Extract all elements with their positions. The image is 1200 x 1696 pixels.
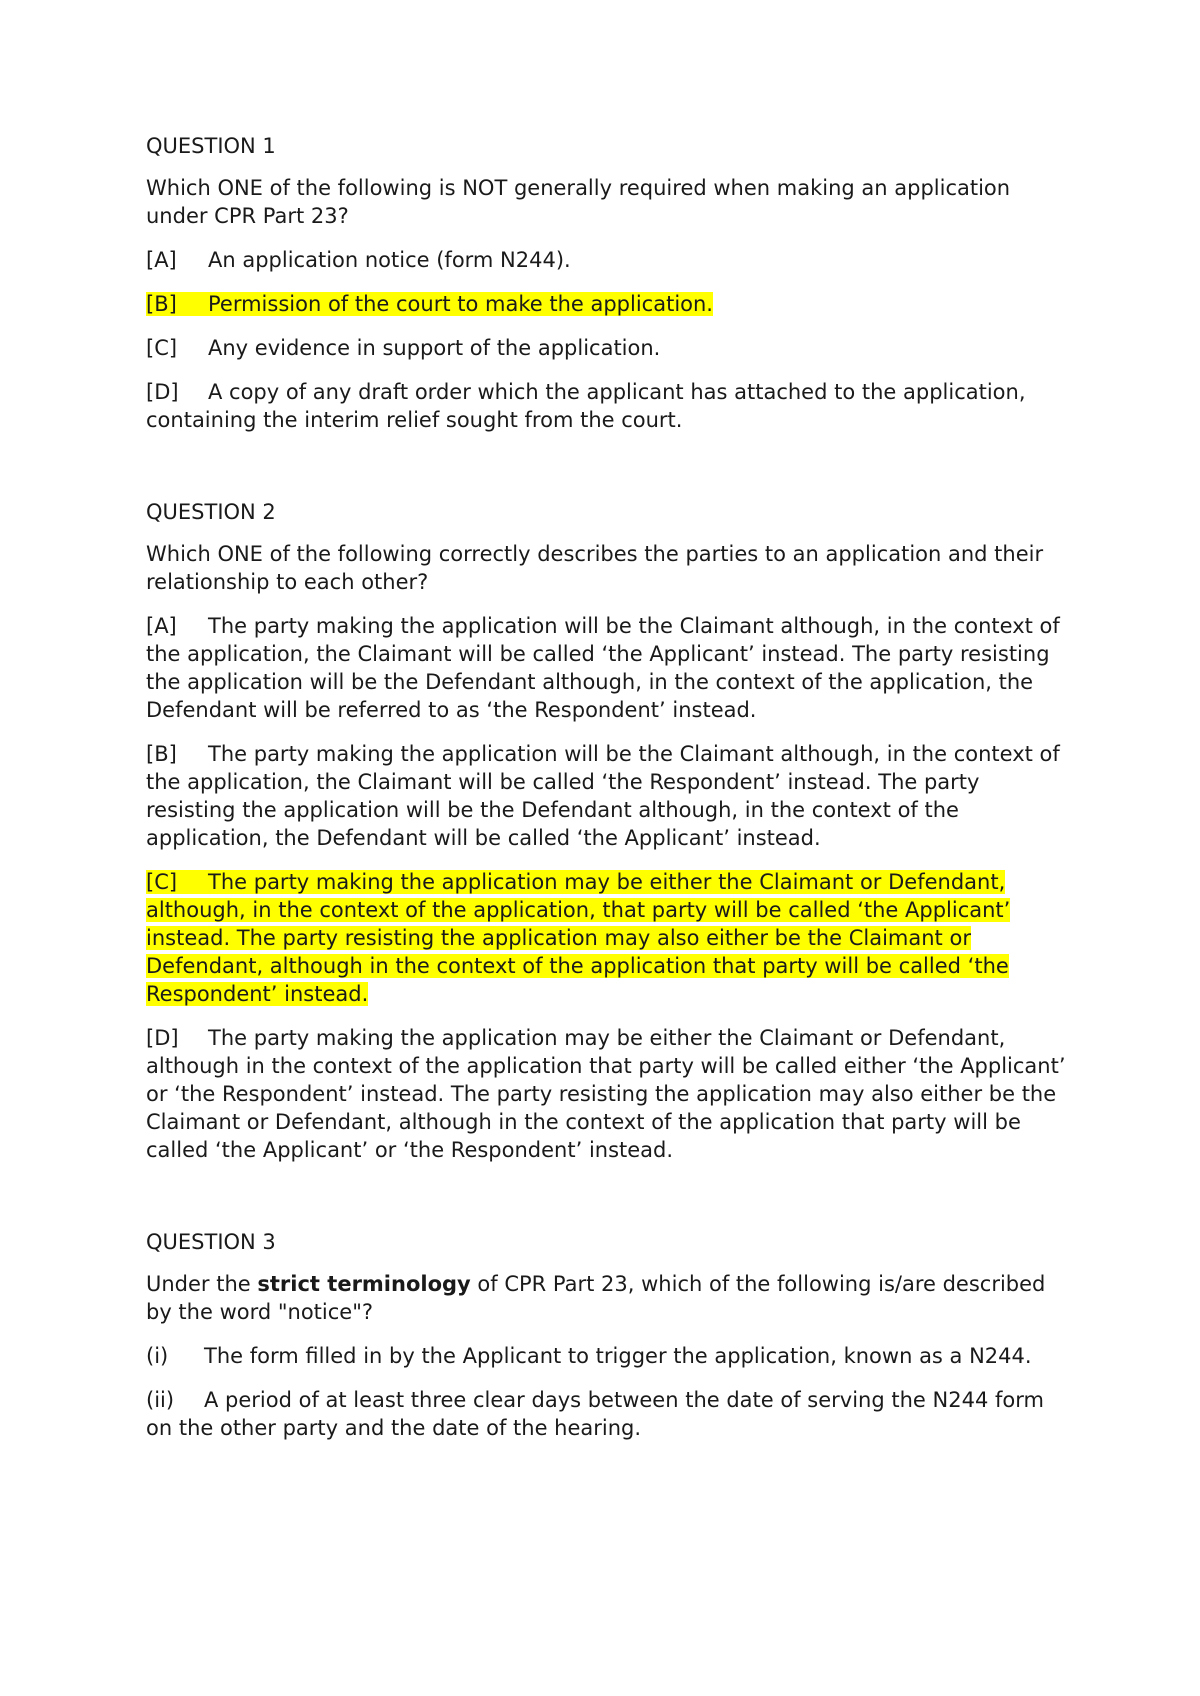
option-marker: [B] — [146, 292, 177, 316]
option-b — [146, 740, 1066, 852]
option-text: A period of at least three clear days between the date of serving the N244 form on the other party and the date of the hearing. — [146, 1388, 1044, 1440]
question-heading: QUESTION 1 — [146, 134, 276, 158]
option-marker: [A] — [146, 248, 177, 272]
option-text: The party making the application may be either the Claimant or Defendant, although, in the context of the application, that party will be called ‘the Applicant’ instead. The party resisting the application may also either be the Claimant or Defendant, although in the context of the application that party will be called ‘the Respondent’ instead. — [146, 870, 1011, 1006]
option-b-highlighted — [146, 290, 1066, 318]
option-text: An application notice (form N244). — [208, 248, 571, 272]
option-ii — [146, 1386, 1066, 1442]
option-marker: (ii) — [146, 1388, 175, 1412]
question-text: Which ONE of the following is NOT generally required when making an application under CPR Part 23? — [146, 176, 1011, 228]
option-c-highlighted — [146, 868, 1066, 1008]
option-text: Any evidence in support of the application. — [208, 336, 661, 360]
question-1 — [146, 132, 1066, 434]
option-c — [146, 334, 1066, 362]
option-a — [146, 612, 1066, 724]
option-text: The party making the application will be the Claimant although, in the context of the application, the Claimant will be called ‘the Respondent’ instead. The party resisting the application will be the Defendant although, in the context of the application, the Defendant will be called ‘the Applicant’ instead. — [146, 742, 1060, 850]
question-heading: QUESTION 2 — [146, 500, 276, 524]
option-marker: (i) — [146, 1344, 169, 1368]
option-marker: [A] — [146, 614, 177, 638]
question-text-start: Under the — [146, 1272, 258, 1296]
option-d — [146, 378, 1066, 434]
option-text: The party making the application may be either the Claimant or Defendant, although in the context of the application that party will be called either ‘the Applicant’ or ‘the Respondent’ instead. The party resisting the application may also either be the Claimant or Defendant, although in the context of the application that party will be called ‘the Applicant’ or ‘the Respondent’ instead. — [146, 1026, 1066, 1162]
option-i — [146, 1342, 1066, 1370]
question-text — [146, 1270, 1066, 1326]
section-spacer — [146, 450, 1066, 498]
option-marker: [C] — [146, 336, 178, 360]
option-d — [146, 1024, 1066, 1164]
question-heading: QUESTION 3 — [146, 1230, 276, 1254]
question-text-bold: strict terminology — [257, 1272, 471, 1296]
option-text: The form filled in by the Applicant to trigger the application, known as a N244. — [204, 1344, 1032, 1368]
option-marker: [D] — [146, 380, 179, 404]
question-text-end: of CPR Part 23, which of the following is/are described by the word "notice"? — [146, 1272, 1046, 1324]
question-2 — [146, 498, 1066, 1164]
question-text: Which ONE of the following correctly describes the parties to an application and their relationship to each other? — [146, 542, 1044, 594]
option-marker: [B] — [146, 742, 177, 766]
option-text: Permission of the court to make the application. — [208, 292, 713, 316]
question-3 — [146, 1228, 1066, 1442]
option-marker: [D] — [146, 1026, 179, 1050]
option-text: The party making the application will be the Claimant although, in the context of the application, the Claimant will be called ‘the Applicant’ instead. The party resisting the application will be the Defendant although, in the context of the application, the Defendant will be referred to as ‘the Respondent’ instead. — [146, 614, 1060, 722]
document-page — [146, 132, 1066, 1458]
option-marker: [C] — [146, 870, 178, 894]
option-text: A copy of any draft order which the applicant has attached to the application, containing the interim relief sought from the court. — [146, 380, 1026, 432]
option-a — [146, 246, 1066, 274]
section-spacer — [146, 1180, 1066, 1228]
